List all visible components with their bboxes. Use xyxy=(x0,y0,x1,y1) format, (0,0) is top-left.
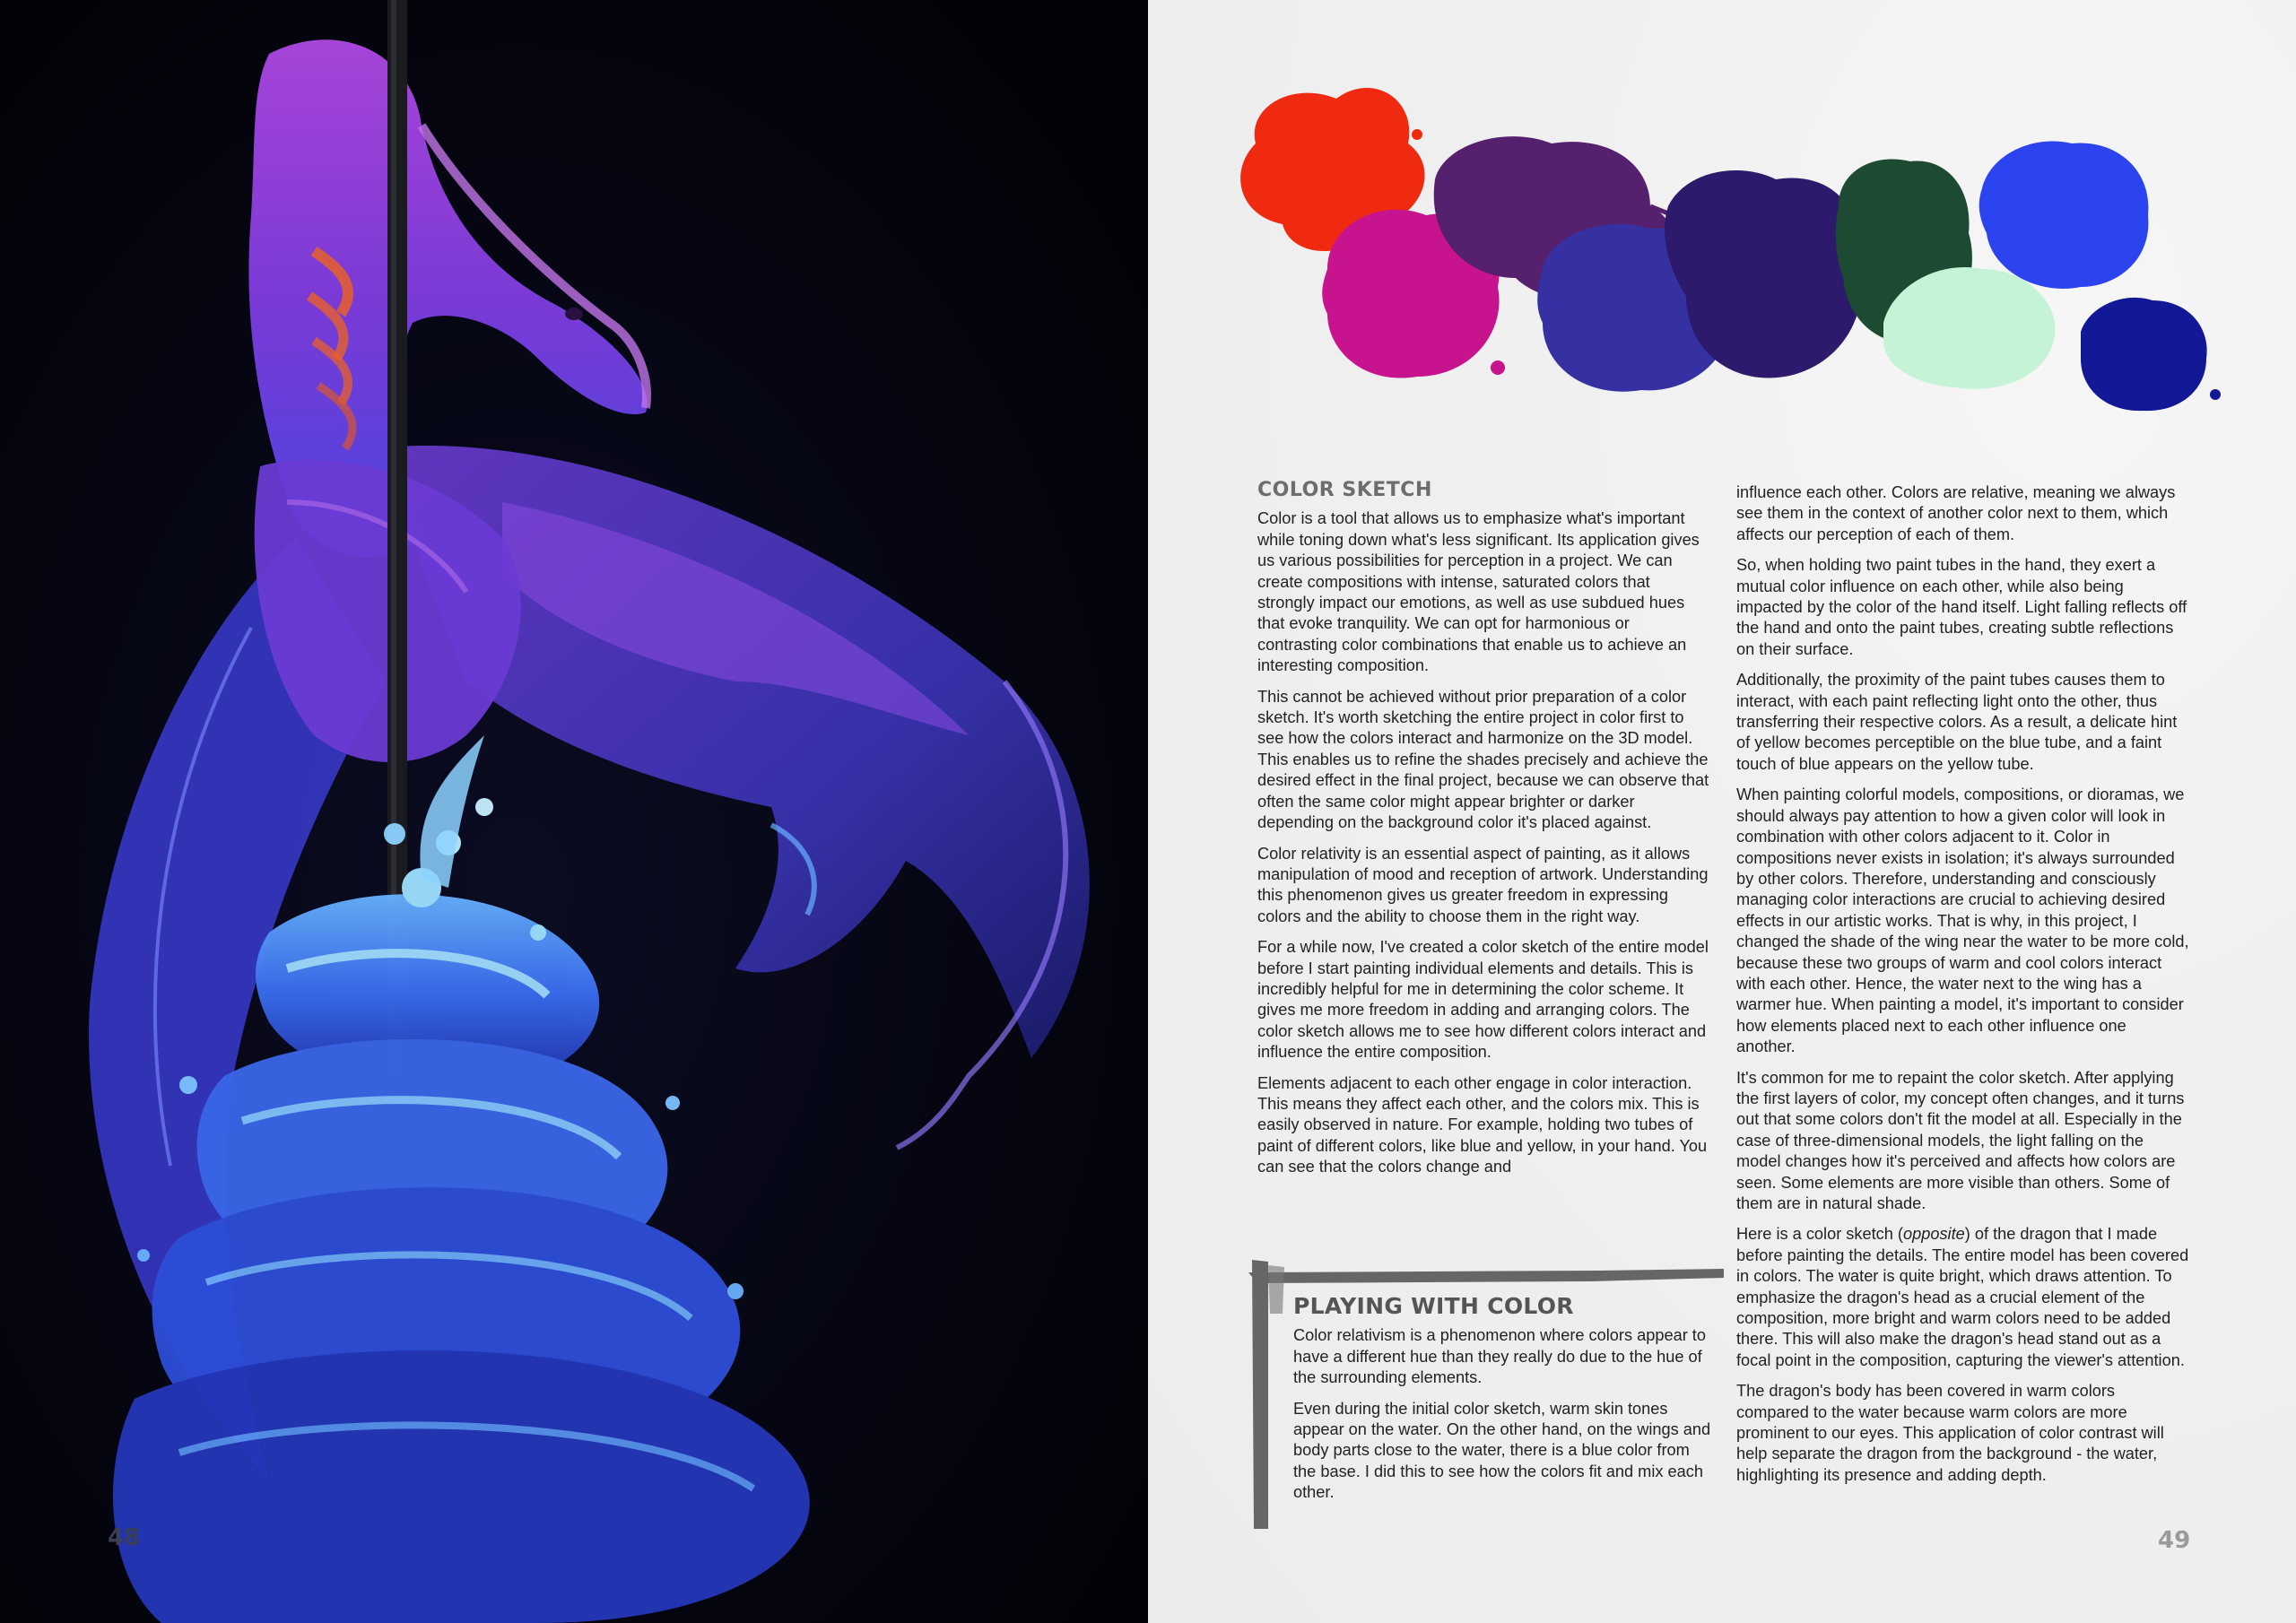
italic-text: opposite xyxy=(1902,1225,1965,1244)
sidebar-paragraph: Even during the initial color sketch, warm skin tones appear on the water. On the other hand, on the wings and body parts close to the water, there is a blue color from the base. I did this to see how the colors fit and mix each other. xyxy=(1293,1399,1711,1502)
text-run: ) of the dragon that I made before painting the details. The entire model has been covered in colors. The water is quite bright, which draws attention. To emphasize the dragon's head as a crucial element of the composition, more bright and warm colors need to be added there. This will also make the dragon's head stand out as a focal point in the composition, capturing the viewer's attention. xyxy=(1736,1225,2189,1369)
paragraph: Additionally, the proximity of the paint tubes causes them to interact, with each paint reflecting light onto the other, thus transferring their respective colors. As a result, a delicate hint of yellow becomes perceptible on the blue tube, and a faint touch of blue appears on the yellow tube. xyxy=(1736,671,2178,773)
paragraph xyxy=(1736,1224,2189,1371)
paragraph: Color is a tool that allows us to emphasize what's important while toning down what's less significant. Its application gives us various possibilities for perception in a project. We can create compositions with intense, saturated colors that strongly impact our emotions, as well as use subdued hues that evoke tranquility. We can opt for harmonious or contrasting color combinations that enable us to achieve an interesting composition. xyxy=(1257,509,1700,675)
paragraph: It's common for me to repaint the color sketch. After applying the first layers of color, my concept often changes, and it turns out that some colors don't fit the model at all. Especially in the case of three-dimensional models, the light falling on the model changes how it's perceived and affects how colors are seen. Some elements are more visible than others. Some of them are in natural shade. xyxy=(1736,1068,2185,1212)
paragraph: Elements adjacent to each other engage in color interaction. This means they affect each other, and the colors mix. This is easily observed in nature. For example, holding two tubes of paint of different colors, like blue and yellow, in your hand. You can see that the colors change and xyxy=(1257,1073,1708,1176)
swatch-navy xyxy=(2081,298,2221,411)
text-column-left xyxy=(1257,480,1710,1188)
page-number-left: 48 xyxy=(108,1524,141,1551)
right-page xyxy=(1148,0,2296,1623)
color-swatches xyxy=(1148,0,2296,448)
text-column-right xyxy=(1736,482,2189,1496)
swatch-royal-blue xyxy=(1979,141,2149,288)
paragraph: The dragon's body has been covered in warm colors compared to the water because warm colors are more prominent to our eyes. This application of color contrast will help separate the dragon from the background - the water, highlighting its presence and adding depth. xyxy=(1736,1382,2164,1484)
sidebar-box xyxy=(1248,1260,1724,1529)
paragraph: Color relativity is an essential aspect of painting, as it allows manipulation of mood and reception of artwork. Understanding this phenomenon gives us greater freedom in expressing colors and the ability to choose them in the right way. xyxy=(1257,844,1709,925)
paragraph: When painting colorful models, compositions, or dioramas, we should always pay attention to how a given color will look in combination with other colors adjacent to it. Color in compositions never exists in isolation; it's always surrounded by other colors. Therefore, understanding and consciously managing color interactions are crucial to achieving desired effects in our artistic works. That is why, in this project, I changed the shade of the wing near the water to be more cold, because these two groups of warm and cool colors interact with each other. Hence, the water next to the wing has a warmer hue. When painting a model, it's important to consider how elements placed next to each other influence one another. xyxy=(1736,785,2189,1056)
paragraph: This cannot be achieved without prior preparation of a color sketch. It's worth sketching the entire project in color first to see how the colors interact and harmonize on the 3D model. This enables us to refine the shades precisely and achieve the desired effect in the final project, because we can observe that often the same color might appear brighter or darker depending on the background color it's placed against. xyxy=(1257,687,1709,832)
paragraph: For a while now, I've created a color sketch of the entire model before I start painting individual elements and details. This is incredibly helpful for me in determining the color scheme. It gives me more freedom in adding and arranging colors. The color sketch allows me to see how different colors interact and influence the entire composition. xyxy=(1257,938,1709,1062)
section-heading: COLOR SKETCH xyxy=(1257,479,1432,501)
paragraph: So, when holding two paint tubes in the hand, they exert a mutual color influence on each other, while also being impacted by the color of the hand itself. Light falling reflects off the hand and onto the paint tubes, creating subtle reflections on their surface. xyxy=(1736,556,2187,658)
sidebar-content xyxy=(1293,1293,1715,1514)
text-run: Here is a color sketch ( xyxy=(1736,1225,1903,1244)
paragraph: influence each other. Colors are relative, meaning we always see them in the context of another color next to them, which affects our perception of each of them. xyxy=(1736,483,2176,543)
page-number-right: 49 xyxy=(2158,1527,2191,1554)
sidebar-paragraph: Color relativism is a phenomenon where colors appear to have a different hue than they really do due to the hue of the surrounding elements. xyxy=(1293,1326,1706,1387)
sidebar-title: PLAYING WITH COLOR xyxy=(1293,1293,1574,1319)
